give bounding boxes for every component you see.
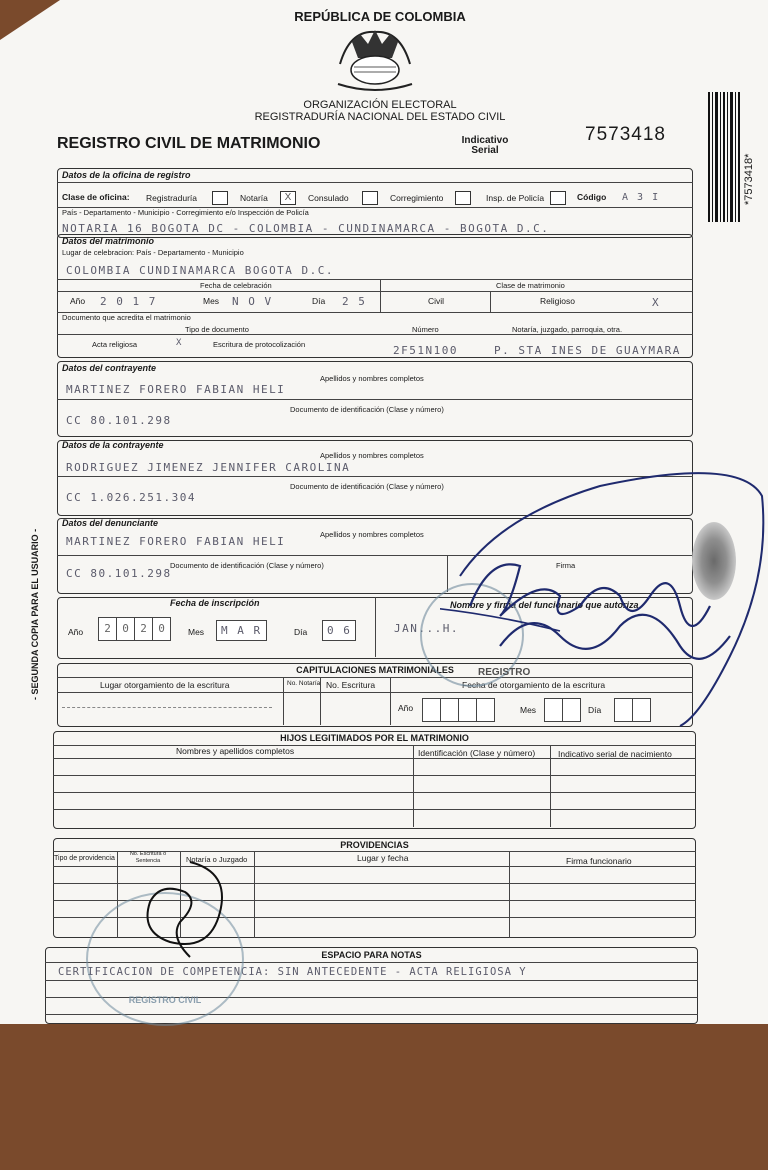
cap-dia-label: Día: [588, 705, 602, 715]
tipo-documento-label: Tipo de documento: [185, 325, 249, 334]
barcode-text: *7573418*: [743, 153, 755, 205]
denunciante-doc-label: Documento de identificación (Clase y número): [170, 561, 324, 570]
bottom-stamp-text: REGISTRO CIVIL: [128, 995, 202, 1005]
prov-col-lugar: Lugar y fecha: [357, 853, 409, 863]
org-line-1: ORGANIZACIÓN ELECTORAL: [303, 99, 457, 111]
indicativo-serial-label: Indicativo Serial: [461, 135, 509, 156]
contrayente-section-title: Datos del contrayente: [62, 363, 157, 373]
checkbox-insp-policia[interactable]: [550, 191, 566, 205]
signature-registrar: [440, 456, 768, 746]
notaria-juzgado-label: Notaría, juzgado, parroquia, otra.: [512, 325, 623, 334]
fecha-celebracion-label: Fecha de celebración: [200, 281, 272, 290]
inscripcion-fecha-title: Fecha de inscripción: [170, 598, 260, 608]
anio-value: 2 0 1 7: [100, 295, 157, 308]
org-line-2: REGISTRADURÍA NACIONAL DEL ESTADO CIVIL: [254, 111, 506, 123]
contrayente-doc-value: CC 80.101.298: [66, 414, 172, 427]
inscripcion-anio-label: Año: [68, 627, 84, 637]
codigo-value: A 3 I: [622, 192, 660, 203]
cap-mes-label: Mes: [520, 705, 537, 715]
coat-of-arms-seal: [330, 24, 420, 96]
numero-value: 2F51N100: [393, 344, 458, 357]
numero-label: Número: [412, 325, 439, 334]
religioso-label: Religioso: [540, 296, 575, 306]
side-copy-label: - SEGUNDA COPIA PARA EL USUARIO -: [30, 528, 40, 700]
contrayenta-doc-label: Documento de identificación (Clase y número): [290, 482, 444, 491]
checkbox-corregimiento[interactable]: [455, 191, 471, 205]
contrayente-nombre-label: Apellidos y nombres completos: [320, 374, 424, 383]
acta-religiosa-label: Acta religiosa: [92, 340, 138, 349]
prov-col-tipo: Tipo de providencia: [54, 855, 115, 862]
denunciante-section-title: Datos del denunciante: [62, 518, 159, 528]
oficina-section-title: Datos de la oficina de registro: [62, 170, 191, 180]
contrayenta-doc-value: CC 1.026.251.304: [66, 491, 196, 504]
inscripcion-dia-value: 0 6: [322, 620, 356, 641]
escritura-protocolizacion-label: Escritura de protocolización: [213, 340, 306, 349]
checkbox-consulado[interactable]: [362, 191, 378, 205]
dia-label: Día: [312, 296, 326, 306]
cap-anio-cell-1: [422, 698, 441, 722]
religioso-mark: X: [652, 296, 661, 309]
doc-acredita-label: Documento que acredita el matrimonio: [62, 313, 191, 322]
hijos-col-identificacion: Identificación (Clase y número): [418, 748, 536, 758]
hijos-col-nombres: Nombres y apellidos completos: [176, 746, 295, 756]
option-corregimiento: Corregimiento: [390, 193, 444, 203]
cap-fecha-label: Fecha de otorgamiento de la escritura: [462, 680, 606, 690]
lugar-value: COLOMBIA CUNDINAMARCA BOGOTA D.C.: [66, 264, 335, 277]
registro-stamp-text: REGISTRO: [478, 667, 531, 678]
clase-matrimonio-label: Clase de matrimonio: [496, 281, 565, 290]
hijos-title: HIJOS LEGITIMADOS POR EL MATRIMONIO: [280, 733, 469, 743]
checkbox-registraduria[interactable]: [212, 191, 228, 205]
providencias-title: PROVIDENCIAS: [340, 840, 409, 850]
codigo-label: Código: [577, 192, 607, 202]
mes-value: N O V: [232, 295, 273, 308]
checkbox-notaria[interactable]: X: [280, 191, 296, 205]
option-insp-policia: Insp. de Policía: [486, 193, 545, 203]
prov-col-notaria: Notaría o Juzgado: [186, 855, 248, 864]
inscripcion-dia-label: Día: [294, 627, 308, 637]
document-title: REGISTRO CIVIL DE MATRIMONIO: [57, 135, 321, 152]
denunciante-nombre-value: MARTINEZ FORERO FABIAN HELI: [66, 535, 286, 548]
inscripcion-mes-label: Mes: [188, 627, 205, 637]
mes-label: Mes: [203, 296, 220, 306]
hijos-col-indicativo: Indicativo serial de nacimiento: [558, 749, 672, 759]
matrimonio-section-title: Datos del matrimonio: [62, 236, 155, 246]
denunciante-nombre-label: Apellidos y nombres completos: [320, 530, 424, 539]
inscripcion-anio-digit-1: 2: [98, 617, 117, 641]
firma-label: Firma: [556, 561, 576, 570]
cap-lugar-label: Lugar otorgamiento de la escritura: [100, 680, 230, 690]
inscripcion-anio-digit-3: 2: [134, 617, 153, 641]
dia-value: 2 5: [342, 295, 367, 308]
inscripcion-mes-value: M A R: [216, 620, 267, 641]
option-notaria: Notaría: [240, 193, 268, 203]
inscripcion-anio-digit-2: 0: [116, 617, 135, 641]
funcionario-autoriza-title: Nombre y firma del funcionario que autoriza: [450, 600, 639, 610]
cap-notaria-label: No. Notaría: [287, 680, 321, 687]
contrayenta-section-title: Datos de la contrayente: [62, 440, 164, 450]
prov-col-escritura: No. Escritura o Sentencia: [129, 851, 167, 864]
clase-oficina-label: Clase de oficina:: [62, 192, 130, 202]
notas-title: ESPACIO PARA NOTAS: [321, 950, 422, 960]
pais-value: NOTARIA 16 BOGOTA DC - COLOMBIA - CUNDINAMARCA - BOGOTA D.C.: [62, 222, 550, 235]
cap-anio-label: Año: [398, 703, 414, 713]
denunciante-doc-value: CC 80.101.298: [66, 567, 172, 580]
lugar-label: Lugar de celebracion: País - Departamento - Municipio: [62, 248, 244, 257]
pais-label: País - Departamento - Municipio - Corregimiento e/o Inspección de Policía: [62, 208, 309, 217]
option-consulado: Consulado: [308, 193, 349, 203]
notas-value: CERTIFICACION DE COMPETENCIA: SIN ANTECEDENTE - ACTA RELIGIOSA Y: [58, 966, 527, 978]
contrayente-nombre-value: MARTINEZ FORERO FABIAN HELI: [66, 383, 286, 396]
acta-mark: X: [176, 338, 183, 348]
cap-escritura-label: No. Escritura: [326, 680, 376, 690]
inscripcion-anio-digit-4: 0: [152, 617, 171, 641]
contrayenta-nombre-value: RODRIGUEZ JIMENEZ JENNIFER CAROLINA: [66, 461, 351, 474]
capitulaciones-title: CAPITULACIONES MATRIMONIALES: [296, 665, 454, 675]
contrayente-doc-label: Documento de identificación (Clase y número): [290, 405, 444, 414]
option-registraduria: Registraduría: [146, 193, 198, 203]
prov-col-firma: Firma funcionario: [566, 856, 632, 866]
serial-number: 7573418: [585, 124, 666, 145]
barcode: [706, 92, 742, 222]
notaria-value: P. STA INES DE GUAYMARA: [494, 344, 681, 357]
anio-label: Año: [70, 296, 86, 306]
signature-providencias: [130, 852, 240, 962]
printer-side-text: [702, 1000, 706, 1170]
funcionario-value: JAN...H.: [394, 622, 459, 635]
country-heading: REPÚBLICA DE COLOMBIA: [294, 9, 466, 24]
civil-label: Civil: [428, 296, 445, 306]
contrayenta-nombre-label: Apellidos y nombres completos: [320, 451, 424, 460]
